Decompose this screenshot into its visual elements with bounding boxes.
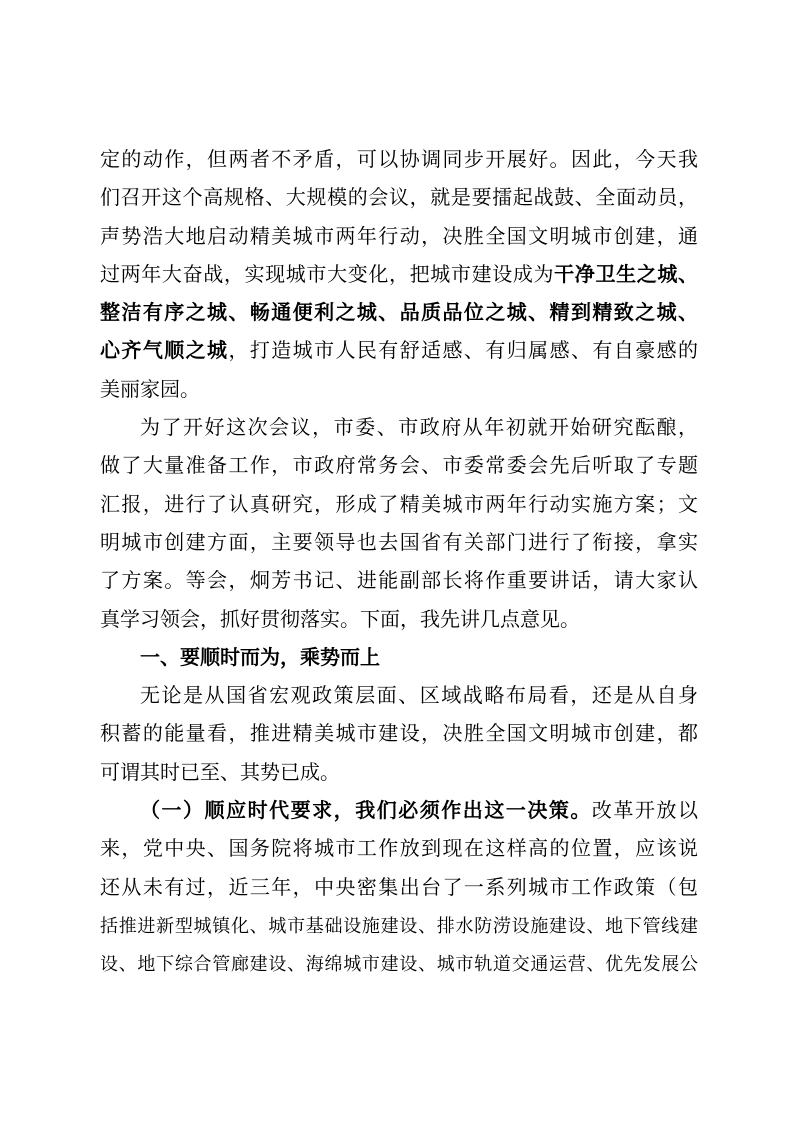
text-run-small-kai: 设、地下综合管廊建设、海绵城市建设、城市轨道交通运营、优先发展公 (100, 954, 698, 975)
text-run-normal: 汇报，进行了认真研究，形成了精美城市两年行动实施方案；文 (100, 493, 698, 516)
text-run-normal: 了方案。等会，炯芳书记、进能副部长将作重要讲话，请大家认 (100, 570, 698, 593)
text-line (100, 409, 698, 447)
text-line (100, 601, 698, 639)
text-line (100, 639, 698, 677)
text-run-bold-kai: （一）顺应时代要求，我们必须作出这一决策。 (140, 800, 592, 823)
text-line (100, 754, 698, 792)
text-line (100, 907, 698, 945)
text-run-normal: 明城市创建方面，主要领导也去国省有关部门进行了衔接，拿实 (100, 531, 698, 554)
text-run-normal: 来，党中央、国务院将城市工作放到现在这样高的位置，应该说 (100, 838, 698, 861)
text-run-normal: 改革开放以 (591, 800, 699, 823)
text-run-bold-hei: 一、要顺时而为，乘势而上 (140, 646, 380, 669)
text-run-normal: 积蓄的能量看，推进精美城市建设，决胜全国文明城市创建，都 (100, 723, 698, 746)
text-line (100, 179, 698, 217)
text-run-bold-hei: 干净卫生之城、 (554, 263, 699, 286)
text-line (100, 830, 698, 868)
text-run-normal: 过两年大奋战，实现城市大变化，把城市建设成为 (100, 263, 555, 286)
text-line (100, 332, 698, 370)
text-line (100, 524, 698, 562)
text-line (100, 869, 698, 907)
text-line (100, 371, 698, 409)
text-line (100, 562, 698, 600)
text-run-normal: ，打造城市人民有舒适感、有归属感、有自豪感的 (228, 340, 699, 363)
text-line (100, 945, 698, 983)
text-run-normal: 美丽家园。 (100, 378, 200, 401)
text-line (100, 486, 698, 524)
text-run-normal: 为了开好这次会议，市委、市政府从年初就开始研究酝酿， (140, 417, 698, 440)
text-line (100, 256, 698, 294)
text-line (100, 218, 698, 256)
text-run-normal: 定的动作，但两者不矛盾，可以协调同步开展好。因此，今天我 (100, 149, 698, 171)
text-line (100, 677, 698, 715)
text-run-bold-hei: 心齐气顺之城 (100, 340, 229, 363)
text-run-normal: 真学习领会，抓好贯彻落实。下面，我先讲几点意见。 (100, 608, 580, 631)
text-line (100, 447, 698, 485)
text-run-small-kai: 括推进新型城镇化、城市基础设施建设、排水防涝设施建设、地下管线建 (100, 915, 698, 936)
text-run-bold-hei: 整洁有序之城、畅通便利之城、品质品位之城、精到精致之城、 (100, 302, 698, 325)
text-run-normal: 还从未有过，近三年，中央密集出台了一系列城市工作政策（包 (100, 876, 698, 899)
text-run-normal: 可谓其时已至、其势已成。 (100, 761, 340, 784)
text-run-normal: 声势浩大地启动精美城市两年行动，决胜全国文明城市创建，通 (100, 225, 698, 248)
text-run-normal: 无论是从国省宏观政策层面、区域战略布局看，还是从自身 (140, 685, 698, 708)
text-line (100, 792, 698, 830)
document-content (100, 141, 698, 984)
text-line (100, 715, 698, 753)
text-line (100, 141, 698, 179)
text-run-normal: 做了大量准备工作，市政府常务会、市委常委会先后听取了专题 (100, 455, 698, 478)
text-run-normal: 们召开这个高规格、大规模的会议，就是要擂起战鼓、全面动员， (100, 187, 698, 210)
text-line (100, 294, 698, 332)
